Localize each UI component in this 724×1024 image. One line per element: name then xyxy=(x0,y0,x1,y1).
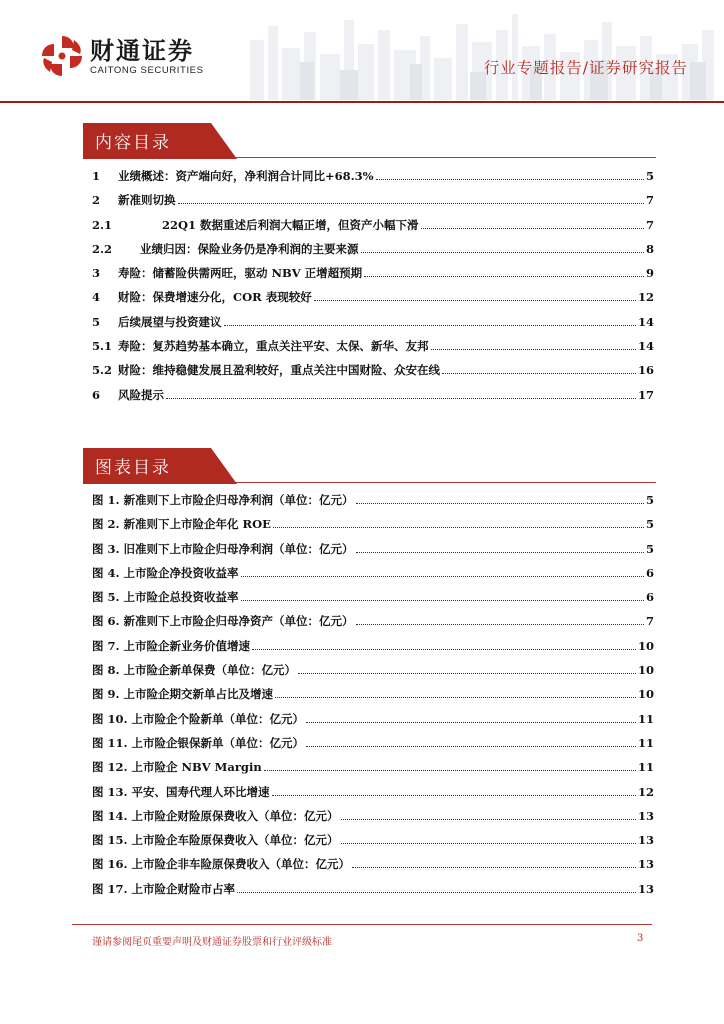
figure-entry-page: 6 xyxy=(645,590,654,605)
dot-leader xyxy=(224,325,636,326)
dot-leader xyxy=(241,600,644,601)
figure-entry-label: 图 8. 上市险企新单保费（单位：亿元） xyxy=(92,663,297,678)
figure-entry[interactable] xyxy=(92,613,654,637)
toc-entry-page: 14 xyxy=(637,314,654,329)
figure-entry-label: 图 13. 平安、国寿代理人环比增速 xyxy=(92,784,270,799)
toc-entry[interactable] xyxy=(92,265,654,289)
figure-entry-label: 图 3. 旧准则下上市险企归母净利润（单位：亿元） xyxy=(92,541,354,556)
figure-entry[interactable] xyxy=(92,662,654,686)
dot-leader xyxy=(364,276,644,277)
toc-entry[interactable] xyxy=(92,314,654,338)
figure-entry[interactable] xyxy=(92,589,654,613)
footer-divider xyxy=(72,924,652,925)
header-divider xyxy=(0,101,724,103)
figure-entry-label: 图 1. 新准则下上市险企归母净利润（单位：亿元） xyxy=(92,493,354,507)
figures-heading xyxy=(83,448,656,484)
dot-leader xyxy=(431,349,636,350)
toc-entry[interactable] xyxy=(92,241,654,265)
contents-list xyxy=(92,168,654,411)
toc-entry-label: 新准则切换 xyxy=(118,193,176,208)
toc-entry-label: 业绩概述：资产端向好，净利润合计同比+68.3% xyxy=(118,169,374,183)
dot-leader xyxy=(341,843,636,844)
figure-entry-page: 10 xyxy=(637,687,654,702)
dot-leader xyxy=(252,649,636,650)
dot-leader xyxy=(361,252,644,253)
toc-entry-page: 7 xyxy=(645,217,654,232)
figure-entry-label: 图 6. 新准则下上市险企归母净资产（单位：亿元） xyxy=(92,614,354,629)
toc-entry-number: 5.1 xyxy=(92,339,113,354)
dot-leader xyxy=(178,203,644,204)
toc-entry-label: 寿险：复苏趋势基本确立，重点关注平安、太保、新华、友邦 xyxy=(118,339,429,354)
page-header xyxy=(0,0,724,104)
figure-entry[interactable] xyxy=(92,686,654,710)
dot-leader xyxy=(298,673,636,674)
figure-entry-page: 13 xyxy=(637,857,654,872)
toc-entry-page: 17 xyxy=(637,387,654,402)
dot-leader xyxy=(306,746,636,747)
toc-entry[interactable] xyxy=(92,217,654,241)
figure-entry-label: 图 10. 上市险企个险新单（单位：亿元） xyxy=(92,711,305,726)
figure-entry-label: 图 2. 新准则下上市险企年化 ROE xyxy=(92,517,271,532)
toc-entry-label: 寿险：储蓄险供需两旺，驱动 NBV 正增超预期 xyxy=(118,266,363,281)
figure-entry[interactable] xyxy=(92,832,654,856)
toc-entry[interactable] xyxy=(92,168,654,192)
dot-leader xyxy=(237,892,636,893)
figure-entry-label: 图 4. 上市险企净投资收益率 xyxy=(92,565,239,580)
figure-entry-page: 6 xyxy=(645,565,654,580)
caitong-logo-icon xyxy=(40,34,84,78)
toc-entry[interactable] xyxy=(92,289,654,313)
brand-name-cn: 财通证券 xyxy=(90,36,194,65)
figure-entry-label: 图 15. 上市险企车险原保费收入（单位：亿元） xyxy=(92,833,339,848)
toc-entry-label: 22Q1 数据重述后利润大幅正增，但资产小幅下滑 xyxy=(162,217,419,232)
toc-entry-page: 16 xyxy=(637,363,654,378)
figure-entry[interactable] xyxy=(92,735,654,759)
toc-entry-label: 业绩归因：保险业务仍是净利润的主要来源 xyxy=(140,241,359,256)
figure-entry-label: 图 17. 上市险企财险市占率 xyxy=(92,881,236,896)
figure-entry-label: 图 5. 上市险企总投资收益率 xyxy=(92,590,239,605)
toc-entry-number: 3 xyxy=(92,266,101,281)
figure-entry-label: 图 9. 上市险企期交新单占比及增速 xyxy=(92,687,274,702)
toc-entry[interactable] xyxy=(92,387,654,411)
figure-entry[interactable] xyxy=(92,808,654,832)
toc-entry-page: 7 xyxy=(645,193,654,208)
figure-entry[interactable] xyxy=(92,565,654,589)
figure-entry-page: 13 xyxy=(637,808,654,823)
dot-leader xyxy=(306,722,636,723)
contents-title: 内容目录 xyxy=(95,133,171,153)
dot-leader xyxy=(166,398,636,399)
figure-entry-page: 5 xyxy=(645,541,654,556)
figure-entry-label: 图 7. 上市险企新业务价值增速 xyxy=(92,638,251,653)
contents-heading xyxy=(83,123,656,159)
dot-leader xyxy=(314,300,636,301)
dot-leader xyxy=(272,795,636,796)
figure-entry-page: 13 xyxy=(637,833,654,848)
figure-entry-page: 11 xyxy=(637,735,654,750)
dot-leader xyxy=(352,867,636,868)
toc-entry-page: 5 xyxy=(645,169,654,183)
dot-leader xyxy=(341,819,636,820)
toc-entry-number: 4 xyxy=(92,290,101,305)
figure-entry[interactable] xyxy=(92,759,654,783)
figure-entry[interactable] xyxy=(92,638,654,662)
toc-entry-number: 5.2 xyxy=(92,363,113,378)
figure-entry-label: 图 11. 上市险企银保新单（单位：亿元） xyxy=(92,735,305,750)
toc-entry-label: 风险提示 xyxy=(118,387,164,402)
figure-entry-page: 10 xyxy=(637,638,654,653)
toc-entry-number: 2.1 xyxy=(92,217,113,232)
figure-entry[interactable] xyxy=(92,541,654,565)
dot-leader xyxy=(356,552,644,553)
brand-logo xyxy=(40,34,204,78)
dot-leader xyxy=(241,576,644,577)
toc-entry[interactable] xyxy=(92,362,654,386)
figures-list xyxy=(92,492,654,905)
figure-entry-page: 5 xyxy=(645,493,654,507)
figure-entry-page: 7 xyxy=(645,614,654,629)
dot-leader xyxy=(356,624,644,625)
figure-entry[interactable] xyxy=(92,711,654,735)
toc-entry-number: 2.2 xyxy=(92,241,113,256)
toc-entry-number: 2 xyxy=(92,193,101,208)
figure-entry[interactable] xyxy=(92,516,654,540)
toc-entry[interactable] xyxy=(92,192,654,216)
toc-entry-label: 后续展望与投资建议 xyxy=(118,314,222,329)
toc-entry-page: 8 xyxy=(645,241,654,256)
toc-entry-page: 9 xyxy=(645,266,654,281)
toc-entry[interactable] xyxy=(92,338,654,362)
footer-disclaimer: 谨请参阅尾页重要声明及财通证券股票和行业评级标准 xyxy=(92,937,332,948)
dot-leader xyxy=(264,770,636,771)
figure-entry[interactable] xyxy=(92,856,654,880)
dot-leader xyxy=(273,527,644,528)
dot-leader xyxy=(376,179,644,180)
figure-entry-page: 11 xyxy=(637,760,654,775)
figure-entry[interactable] xyxy=(92,492,654,516)
figure-entry-page: 13 xyxy=(637,881,654,896)
figure-entry-page: 12 xyxy=(637,784,654,799)
figure-entry[interactable] xyxy=(92,784,654,808)
section-rule xyxy=(233,157,656,158)
brand-name-en: CAITONG SECURITIES xyxy=(90,64,204,76)
toc-entry-number: 6 xyxy=(92,387,101,402)
figure-entry-page: 11 xyxy=(637,711,654,726)
dot-leader xyxy=(442,373,636,374)
figure-entry-label: 图 14. 上市险企财险原保费收入（单位：亿元） xyxy=(92,808,339,823)
figure-entry-page: 10 xyxy=(637,663,654,678)
section-rule xyxy=(233,482,656,483)
dot-leader xyxy=(356,503,644,504)
figures-title: 图表目录 xyxy=(95,458,171,478)
figure-entry-label: 图 12. 上市险企 NBV Margin xyxy=(92,760,262,775)
report-type: 行业专题报告/证券研究报告 xyxy=(483,59,688,77)
toc-entry-number: 1 xyxy=(92,169,101,183)
toc-entry-number: 5 xyxy=(92,314,101,329)
dot-leader xyxy=(421,228,644,229)
toc-entry-label: 财险：维持稳健发展且盈利较好，重点关注中国财险、众安在线 xyxy=(118,363,440,378)
toc-entry-page: 12 xyxy=(637,290,654,305)
toc-entry-label: 财险：保费增速分化，COR 表现较好 xyxy=(118,290,312,305)
toc-entry-page: 14 xyxy=(637,339,654,354)
page-number: 3 xyxy=(637,933,644,944)
figure-entry-page: 5 xyxy=(645,517,654,532)
figure-entry[interactable] xyxy=(92,881,654,905)
dot-leader xyxy=(275,697,636,698)
figure-entry-label: 图 16. 上市险企非车险原保费收入（单位：亿元） xyxy=(92,857,351,872)
